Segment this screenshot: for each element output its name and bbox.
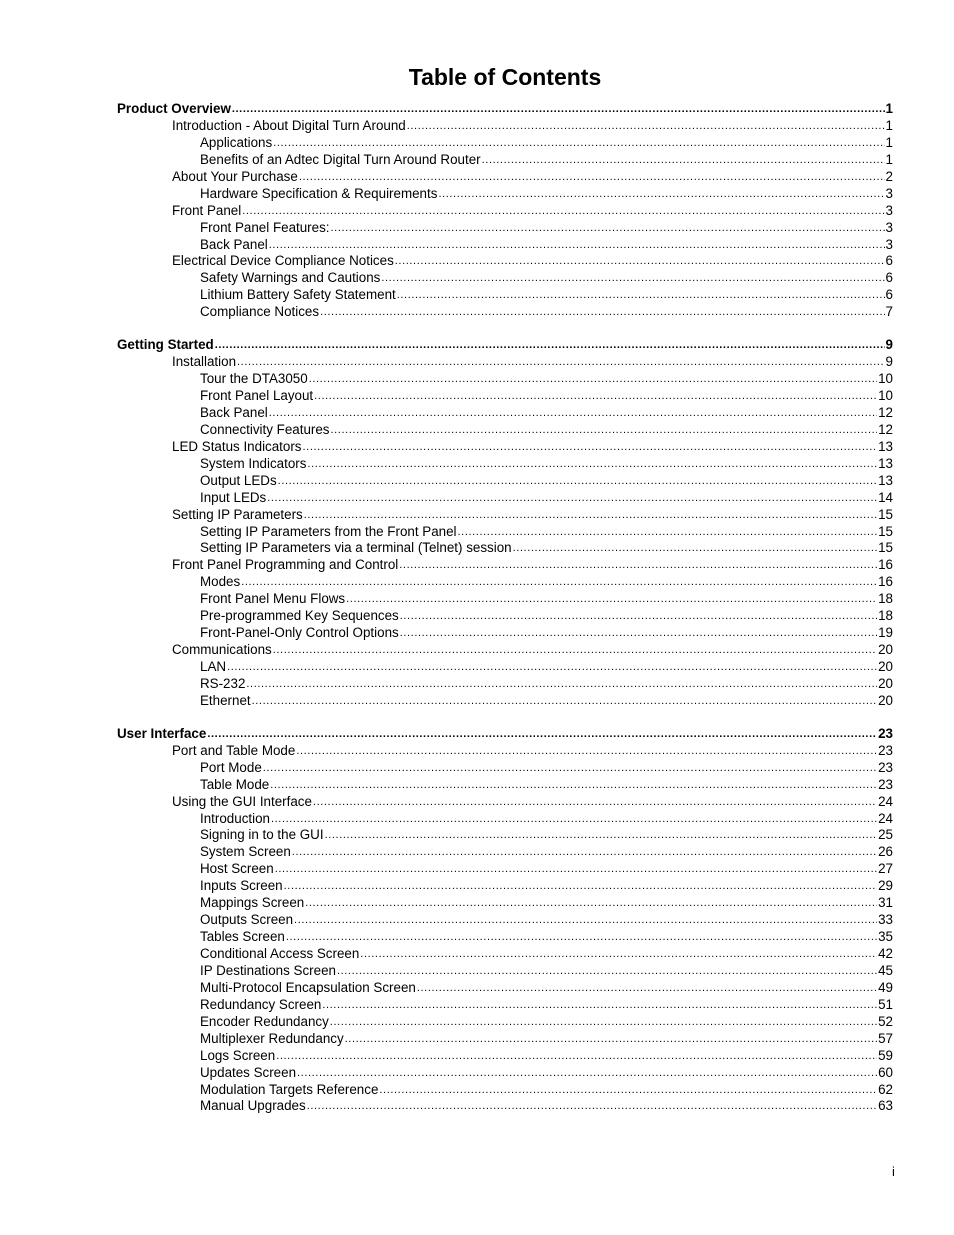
toc-entry-title: Communications: [172, 642, 272, 658]
toc-entry-title: Modulation Targets Reference: [200, 1081, 379, 1097]
toc-chapter-entry[interactable]: [117, 726, 893, 743]
toc-entry-title: Back Panel: [200, 236, 268, 252]
dot-leader: [232, 101, 885, 118]
toc-entry-title: Logs Screen: [200, 1047, 276, 1063]
toc-entry[interactable]: [117, 186, 893, 203]
toc-entry-title: System Screen: [200, 844, 291, 860]
toc-entry-title: Conditional Access Screen: [200, 946, 360, 961]
toc-entry-title: Port Mode: [200, 759, 262, 775]
toc-entry[interactable]: [117, 743, 893, 760]
toc-entry-page: 52: [878, 1013, 893, 1029]
toc-entry-page: 2: [885, 168, 893, 184]
toc-entry[interactable]: [117, 777, 893, 794]
toc-entry[interactable]: [117, 1082, 893, 1099]
toc-entry[interactable]: [117, 997, 893, 1014]
table-of-contents: [117, 101, 893, 1115]
toc-entry-page: 45: [878, 962, 893, 978]
toc-entry-page: 12: [878, 421, 893, 437]
dot-leader: [307, 1098, 877, 1115]
toc-entry[interactable]: [117, 237, 893, 254]
toc-entry-title: Manual Upgrades: [200, 1098, 306, 1114]
toc-entry-title: Compliance Notices: [200, 304, 320, 320]
toc-entry-title: Hardware Specification & Requirements: [200, 185, 438, 201]
toc-entry[interactable]: [117, 642, 893, 659]
toc-entry-title: Encoder Redundancy: [200, 1013, 329, 1029]
toc-entry-title: Pre-programmed Key Sequences: [200, 608, 399, 624]
toc-entry[interactable]: [117, 371, 893, 388]
dot-leader: [271, 811, 877, 828]
toc-entry-title: Product Overview: [117, 101, 231, 116]
dot-leader: [417, 980, 877, 997]
toc-entry-title: Outputs Screen: [200, 912, 294, 928]
toc-entry-title: Setting IP Parameters: [172, 506, 303, 522]
toc-entry-title: LED Status Indicators: [172, 438, 302, 454]
dot-leader: [325, 827, 878, 844]
section-gap: [117, 321, 893, 337]
toc-entry-page: 15: [878, 540, 893, 556]
toc-entry[interactable]: [117, 1031, 893, 1048]
toc-entry-title: LAN: [200, 659, 227, 674]
toc-entry-page: 14: [878, 489, 893, 505]
toc-entry-title: Table Mode: [200, 776, 270, 792]
toc-entry-page: 15: [878, 506, 893, 522]
dot-leader: [304, 507, 877, 524]
toc-entry[interactable]: [117, 980, 893, 997]
toc-entry[interactable]: [117, 439, 893, 456]
dot-leader: [345, 1031, 877, 1048]
toc-entry[interactable]: [117, 625, 893, 642]
toc-entry-title: Getting Started: [117, 337, 214, 353]
toc-entry-title: Multiplexer Redundancy: [200, 1030, 344, 1046]
dot-leader: [263, 760, 877, 777]
toc-entry[interactable]: [117, 220, 893, 237]
toc-entry-title: Front Panel Menu Flows: [200, 591, 346, 607]
toc-entry[interactable]: [117, 1048, 893, 1065]
toc-entry-page: 62: [878, 1081, 893, 1097]
toc-entry-page: 35: [878, 929, 893, 945]
dot-leader: [303, 439, 878, 456]
toc-entry[interactable]: [117, 203, 893, 220]
toc-entry[interactable]: [117, 253, 893, 270]
dot-leader: [397, 287, 885, 304]
toc-entry-page: 10: [878, 388, 893, 403]
toc-entry[interactable]: [117, 794, 893, 811]
dot-leader: [270, 777, 877, 794]
dot-leader: [330, 1014, 877, 1031]
toc-entry-title: Tour the DTA3050: [200, 371, 308, 387]
toc-entry-page: 15: [878, 523, 893, 539]
dot-leader: [252, 693, 877, 710]
toc-entry-title: Front Panel: [172, 202, 242, 218]
toc-entry[interactable]: [117, 895, 893, 912]
toc-entry-page: 42: [878, 946, 893, 961]
toc-entry-title: Input LEDs: [200, 489, 267, 505]
toc-entry-title: Front-Panel-Only Control Options: [200, 625, 399, 641]
toc-entry[interactable]: [117, 524, 893, 541]
toc-entry[interactable]: [117, 1065, 893, 1082]
toc-entry-title: Benefits of an Adtec Digital Turn Around Router: [200, 151, 481, 167]
dot-leader: [269, 405, 877, 422]
toc-entry-title: Electrical Device Compliance Notices: [172, 253, 394, 269]
toc-entry-title: Signing in to the GUI: [200, 827, 324, 843]
dot-leader: [513, 540, 878, 557]
dot-leader: [331, 422, 878, 439]
dot-leader: [297, 1065, 877, 1082]
toc-entry-page: 3: [885, 185, 893, 201]
toc-entry[interactable]: [117, 574, 893, 591]
toc-entry[interactable]: [117, 844, 893, 861]
toc-entry-page: 23: [878, 759, 893, 775]
toc-entry-title: Tables Screen: [200, 929, 285, 945]
toc-entry[interactable]: [117, 304, 893, 321]
toc-entry-page: 49: [878, 979, 893, 995]
toc-entry[interactable]: [117, 929, 893, 946]
toc-entry-page: 3: [885, 219, 893, 235]
dot-leader: [246, 676, 877, 693]
dot-leader: [215, 337, 885, 354]
toc-chapter-entry[interactable]: [117, 337, 893, 354]
dot-leader: [299, 169, 885, 186]
toc-entry-page: 9: [885, 354, 893, 370]
toc-entry-title: Back Panel: [200, 404, 268, 420]
toc-entry[interactable]: [117, 473, 893, 490]
toc-entry-page: 20: [878, 642, 893, 658]
toc-entry-title: Front Panel Features:: [200, 219, 330, 235]
dot-leader: [269, 237, 885, 254]
toc-entry-title: Modes: [200, 574, 241, 590]
toc-entry-page: 23: [878, 742, 893, 758]
toc-entry-title: IP Destinations Screen: [200, 962, 336, 978]
dot-leader: [227, 659, 877, 676]
toc-entry-title: RS-232: [200, 675, 246, 691]
dot-leader: [273, 642, 877, 659]
toc-entry-title: Inputs Screen: [200, 878, 283, 894]
dot-leader: [395, 253, 885, 270]
dot-leader: [305, 895, 877, 912]
toc-entry[interactable]: [117, 861, 893, 878]
toc-entry-title: Mappings Screen: [200, 895, 305, 911]
toc-entry-page: 6: [885, 287, 893, 303]
toc-entry[interactable]: [117, 388, 893, 405]
toc-entry-page: 16: [878, 574, 893, 590]
toc-entry-page: 3: [885, 236, 893, 252]
dot-leader: [379, 1082, 877, 1099]
toc-entry[interactable]: [117, 540, 893, 557]
toc-entry-title: Port and Table Mode: [172, 742, 296, 758]
toc-entry-title: Redundancy Screen: [200, 996, 322, 1012]
dot-leader: [286, 929, 877, 946]
toc-entry-title: Lithium Battery Safety Statement: [200, 287, 396, 303]
toc-entry[interactable]: [117, 287, 893, 304]
toc-entry-page: 20: [878, 659, 893, 674]
toc-entry[interactable]: [117, 827, 893, 844]
toc-entry-title: Front Panel Programming and Control: [172, 557, 399, 573]
toc-entry[interactable]: [117, 270, 893, 287]
toc-entry-title: System Indicators: [200, 455, 307, 471]
toc-entry[interactable]: [117, 118, 893, 135]
toc-entry[interactable]: [117, 135, 893, 152]
toc-entry-page: 6: [885, 270, 893, 286]
toc-entry-page: 60: [878, 1064, 893, 1080]
toc-entry-page: 23: [878, 776, 893, 792]
toc-entry-title: Updates Screen: [200, 1064, 297, 1080]
dot-leader: [407, 118, 885, 135]
page-number: i: [892, 1164, 895, 1179]
toc-entry-page: 13: [878, 455, 893, 471]
toc-entry-page: 63: [878, 1098, 893, 1114]
toc-entry-page: 51: [878, 996, 893, 1012]
dot-leader: [482, 152, 885, 169]
toc-entry[interactable]: [117, 591, 893, 608]
toc-entry[interactable]: [117, 1098, 893, 1115]
toc-entry-page: 19: [878, 625, 893, 641]
toc-entry-page: 31: [878, 895, 893, 911]
dot-leader: [438, 186, 884, 203]
toc-entry-page: 3: [885, 202, 893, 218]
dot-leader: [296, 743, 877, 760]
toc-entry-title: Setting IP Parameters from the Front Panel: [200, 523, 457, 539]
toc-entry-page: 29: [878, 878, 893, 894]
dot-leader: [207, 726, 877, 743]
toc-entry[interactable]: [117, 693, 893, 710]
dot-leader: [294, 912, 877, 929]
dot-leader: [273, 135, 884, 152]
toc-entry-page: 6: [885, 253, 893, 269]
dot-leader: [313, 794, 877, 811]
dot-leader: [400, 625, 877, 642]
toc-entry-page: 57: [878, 1030, 893, 1046]
dot-leader: [320, 304, 884, 321]
toc-entry[interactable]: [117, 169, 893, 186]
toc-entry-title: Introduction - About Digital Turn Around: [172, 117, 406, 133]
toc-entry-page: 13: [878, 472, 893, 488]
toc-entry-page: 13: [878, 438, 893, 454]
dot-leader: [284, 878, 877, 895]
dot-leader: [309, 371, 877, 388]
dot-leader: [278, 473, 877, 490]
toc-entry-page: 7: [885, 304, 893, 320]
toc-entry[interactable]: [117, 811, 893, 828]
toc-entry[interactable]: [117, 676, 893, 693]
toc-entry[interactable]: [117, 760, 893, 777]
toc-entry-page: 25: [878, 827, 893, 843]
dot-leader: [292, 844, 877, 861]
dot-leader: [241, 574, 877, 591]
dot-leader: [360, 946, 877, 963]
toc-entry-title: Introduction: [200, 810, 270, 826]
dot-leader: [337, 963, 877, 980]
toc-entry-title: Installation: [172, 354, 237, 370]
toc-entry-title: Safety Warnings and Cautions: [200, 270, 381, 286]
toc-entry-page: 12: [878, 404, 893, 420]
toc-entry-page: 24: [878, 793, 893, 809]
toc-entry-page: 26: [878, 844, 893, 860]
toc-entry-page: 10: [878, 371, 893, 387]
toc-entry-title: Ethernet: [200, 692, 251, 708]
page-title: Table of Contents: [408, 64, 602, 90]
toc-entry[interactable]: [117, 405, 893, 422]
toc-entry-page: 16: [878, 557, 893, 573]
toc-entry[interactable]: [117, 659, 893, 676]
dot-leader: [276, 1048, 877, 1065]
dot-leader: [242, 203, 884, 220]
toc-entry[interactable]: [117, 152, 893, 169]
toc-entry[interactable]: [117, 608, 893, 625]
dot-leader: [267, 490, 877, 507]
section-gap: [117, 710, 893, 726]
toc-entry-title: Output LEDs: [200, 472, 277, 488]
toc-entry-title: About Your Purchase: [172, 168, 298, 184]
toc-entry[interactable]: [117, 878, 893, 895]
toc-entry-title: User Interface: [117, 725, 207, 741]
toc-entry[interactable]: [117, 507, 893, 524]
toc-entry-page: 23: [878, 725, 893, 741]
toc-entry[interactable]: [117, 1014, 893, 1031]
toc-entry[interactable]: [117, 354, 893, 371]
toc-entry-title: Front Panel Layout: [200, 388, 314, 403]
toc-entry[interactable]: [117, 422, 893, 439]
toc-entry[interactable]: [117, 490, 893, 507]
toc-entry[interactable]: [117, 456, 893, 473]
toc-entry[interactable]: [117, 963, 893, 980]
dot-leader: [458, 524, 878, 541]
toc-entry-page: 59: [878, 1047, 893, 1063]
toc-entry[interactable]: [117, 557, 893, 574]
toc-entry-title: Multi-Protocol Encapsulation Screen: [200, 979, 416, 995]
dot-leader: [399, 557, 877, 574]
dot-leader: [400, 608, 877, 625]
toc-entry-page: 1: [885, 134, 893, 150]
toc-entry-page: 1: [885, 117, 893, 133]
toc-entry-page: 24: [878, 810, 893, 826]
toc-entry-title: Using the GUI Interface: [172, 793, 312, 809]
toc-entry-title: Host Screen: [200, 861, 274, 877]
dot-leader: [237, 354, 885, 371]
dot-leader: [381, 270, 884, 287]
toc-entry-title: Applications: [200, 134, 273, 150]
dot-leader: [331, 220, 885, 237]
toc-entry-title: Setting IP Parameters via a terminal (Telnet) session: [200, 540, 512, 556]
toc-entry[interactable]: [117, 912, 893, 929]
dot-leader: [314, 388, 877, 405]
toc-entry-page: 27: [878, 861, 893, 877]
toc-entry-page: 33: [878, 912, 893, 928]
toc-entry-page: 20: [878, 675, 893, 691]
dot-leader: [346, 591, 877, 608]
toc-chapter-entry[interactable]: [117, 101, 893, 118]
toc-entry-page: 1: [885, 101, 893, 116]
toc-entry-page: 20: [878, 692, 893, 708]
toc-entry-title: Connectivity Features: [200, 421, 330, 437]
dot-leader: [275, 861, 877, 878]
toc-entry-page: 18: [878, 591, 893, 607]
dot-leader: [322, 997, 877, 1014]
toc-entry-page: 9: [885, 337, 893, 353]
dot-leader: [307, 456, 877, 473]
toc-entry-page: 1: [885, 151, 893, 167]
toc-entry-page: 18: [878, 608, 893, 624]
toc-entry[interactable]: [117, 946, 893, 963]
